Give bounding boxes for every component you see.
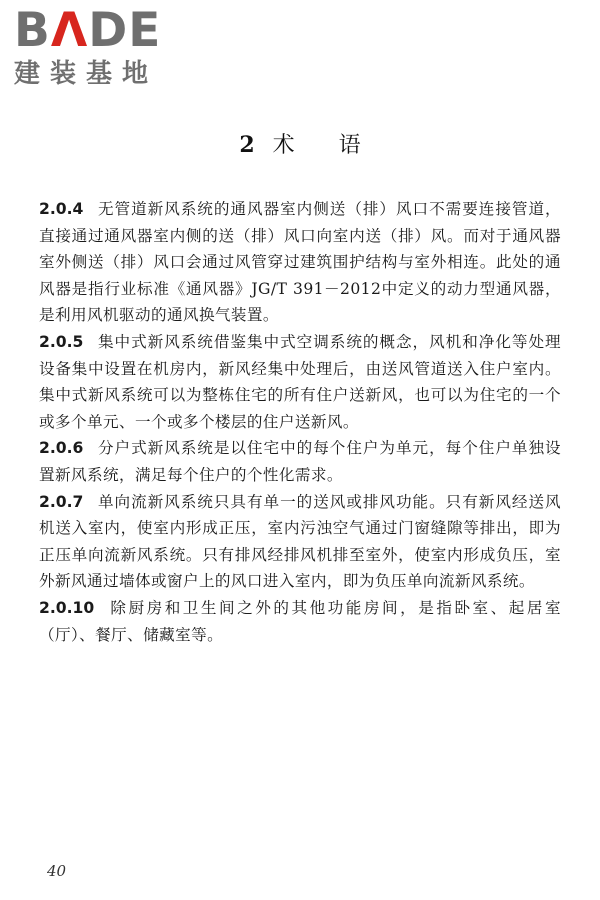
logo-letters-de: DE — [88, 3, 162, 58]
clause-number: 2.0.7 — [39, 492, 84, 511]
logo-subtitle: 建装基地 — [14, 59, 159, 89]
logo-letter-a: Λ — [50, 3, 89, 58]
page-number: 40 — [47, 862, 67, 880]
clause-2-0-4 — [39, 196, 561, 329]
clause-text: 分户式新风系统是以住宅中的每个住户为单元，每个住户单独设置新风系统，满足每个住户的个性化需求。 — [39, 439, 561, 484]
clause-2-0-5 — [39, 329, 561, 435]
clause-number: 2.0.6 — [39, 439, 84, 458]
chapter-title-word-1: 术 — [272, 133, 295, 158]
clause-2-0-7 — [39, 489, 561, 595]
clause-number: 2.0.10 — [39, 598, 95, 617]
chapter-title-word-2: 语 — [338, 133, 361, 158]
clause-number: 2.0.5 — [39, 332, 84, 351]
logo-wordmark — [14, 3, 184, 58]
logo-letter-b: B — [14, 3, 51, 58]
clause-text: 集中式新风系统借鉴集中式空调系统的概念，风机和净化等处理设备集中设置在机房内，新风经集中处理后，由送风管道送入住户室内。集中式新风系统可以为整栋住宅的所有住户送新风，也可以为住宅的一个或多个单元、一个或多个楼层的住户送新风。 — [39, 332, 561, 431]
clause-2-0-10 — [39, 595, 561, 648]
clause-text: 单向流新风系统只具有单一的送风或排风功能。只有新风经送风机送入室内，使室内形成正压，室内污浊空气通过门窗缝隙等排出，即为正压单向流新风系统。只有排风经排风机排至室外，使室内形成负压，室外新风通过墙体或窗户上的风口进入室内，即为负压单向流新风系统。 — [39, 492, 561, 591]
clause-text: 除厨房和卫生间之外的其他功能房间，是指卧室、起居室（厅）、餐厅、储藏室等。 — [39, 598, 561, 644]
clause-2-0-6 — [39, 435, 561, 488]
clause-number: 2.0.4 — [39, 200, 84, 218]
brand-logo — [14, 3, 184, 90]
chapter-title — [0, 128, 600, 159]
clause-list — [39, 196, 561, 648]
chapter-number: 2 — [239, 132, 255, 158]
clause-text: 无管道新风系统的通风器室内侧送（排）风口不需要连接管道，直接通过通风器室内侧的送（排）风口向室内送（排）风。而对于通风器室外侧送（排）风口会通过风管穿过建筑围护结构与室外相连。此处的通风器是指行业标准《通风器》JG/T 391－2012中定义的动力型通风器，是利用风机驱动的通风换气装置。 — [39, 200, 561, 325]
